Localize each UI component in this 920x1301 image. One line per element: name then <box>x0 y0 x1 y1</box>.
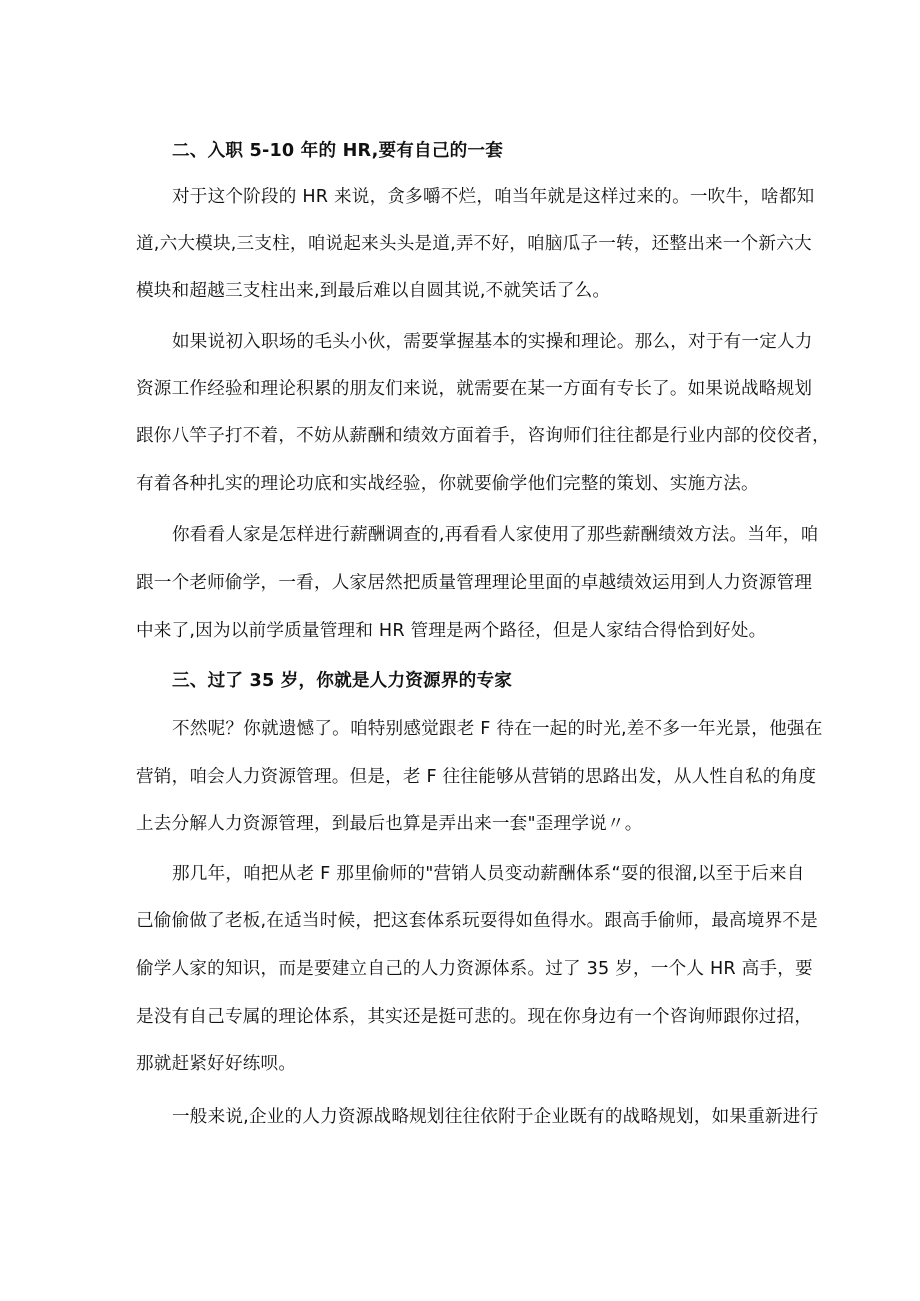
paragraph-line: 你看看人家是怎样进行薪酬调查的,再看看人家使用了那些薪酬绩效方法。当年，咱 <box>172 525 819 545</box>
paragraph-line: 偷学人家的知识，而是要建立自己的人力资源体系。过了 35 岁，一个人 HR 高手，要 <box>136 959 813 979</box>
paragraph-line: 那就赶紧好好练呗。 <box>136 1054 297 1074</box>
paragraph-line: 道,六大模块,三支柱，咱说起来头头是道,弄不好，咱脑瓜子一转，还整出来一个新六大 <box>136 234 812 254</box>
paragraph-line: 是没有自己专属的理论体系，其实还是挺可悲的。现在你身边有一个咨询师跟你过招， <box>136 1007 813 1027</box>
section-heading-3: 三、过了 35 岁，你就是人力资源界的专家 <box>172 671 513 691</box>
paragraph-line: 一般来说,企业的人力资源战略规划往往依附于企业既有的战略规划，如果重新进行 <box>172 1107 819 1127</box>
paragraph-line: 有着各种扎实的理论功底和实战经验，你就要偷学他们完整的策划、实施方法。 <box>136 474 759 494</box>
paragraph-line: 中来了,因为以前学质量管理和 HR 管理是两个路径，但是人家结合得恰到好处。 <box>136 621 767 641</box>
paragraph-line: 跟一个老师偷学，一看，人家居然把质量管理理论里面的卓越绩效运用到人力资源管理 <box>136 573 813 593</box>
paragraph-line: 跟你八竿子打不着，不妨从薪酬和绩效方面着手，咨询师们往往都是行业内部的佼佼者， <box>136 426 830 446</box>
paragraph-line: 如果说初入职场的毛头小伙，需要掌握基本的实操和理论。那么，对于有一定人力 <box>172 332 813 352</box>
paragraph-line: 不然呢？你就遗憾了。咱特别感觉跟老 F 待在一起的时光,差不多一年光景，他强在 <box>172 719 823 739</box>
paragraph-line: 己偷偷做了老板,在适当时候，把这套体系玩耍得如鱼得水。跟高手偷师，最高境界不是 <box>136 911 818 931</box>
section-heading-2: 二、入职 5-10 年的 HR,要有自己的一套 <box>172 141 504 161</box>
paragraph-line: 模块和超越三支柱出来,到最后难以自圆其说,不就笑话了么。 <box>136 281 611 301</box>
paragraph-line: 上去分解人力资源管理，到最后也算是弄出来一套"歪理学说〃。 <box>136 814 643 834</box>
paragraph-line: 那几年，咱把从老 F 那里偷师的"营销人员变动薪酬体系“耍的很溜,以至于后来自 <box>172 864 805 884</box>
paragraph-line: 营销，咱会人力资源管理。但是，老 F 往往能够从营销的思路出发，从人性自私的角度 <box>136 767 817 787</box>
paragraph-line: 资源工作经验和理论积累的朋友们来说，就需要在某一方面有专长了。如果说战略规划 <box>136 379 813 399</box>
paragraph-line: 对于这个阶段的 HR 来说，贪多嚼不烂，咱当年就是这样过来的。一吹牛，啥都知 <box>172 187 815 207</box>
